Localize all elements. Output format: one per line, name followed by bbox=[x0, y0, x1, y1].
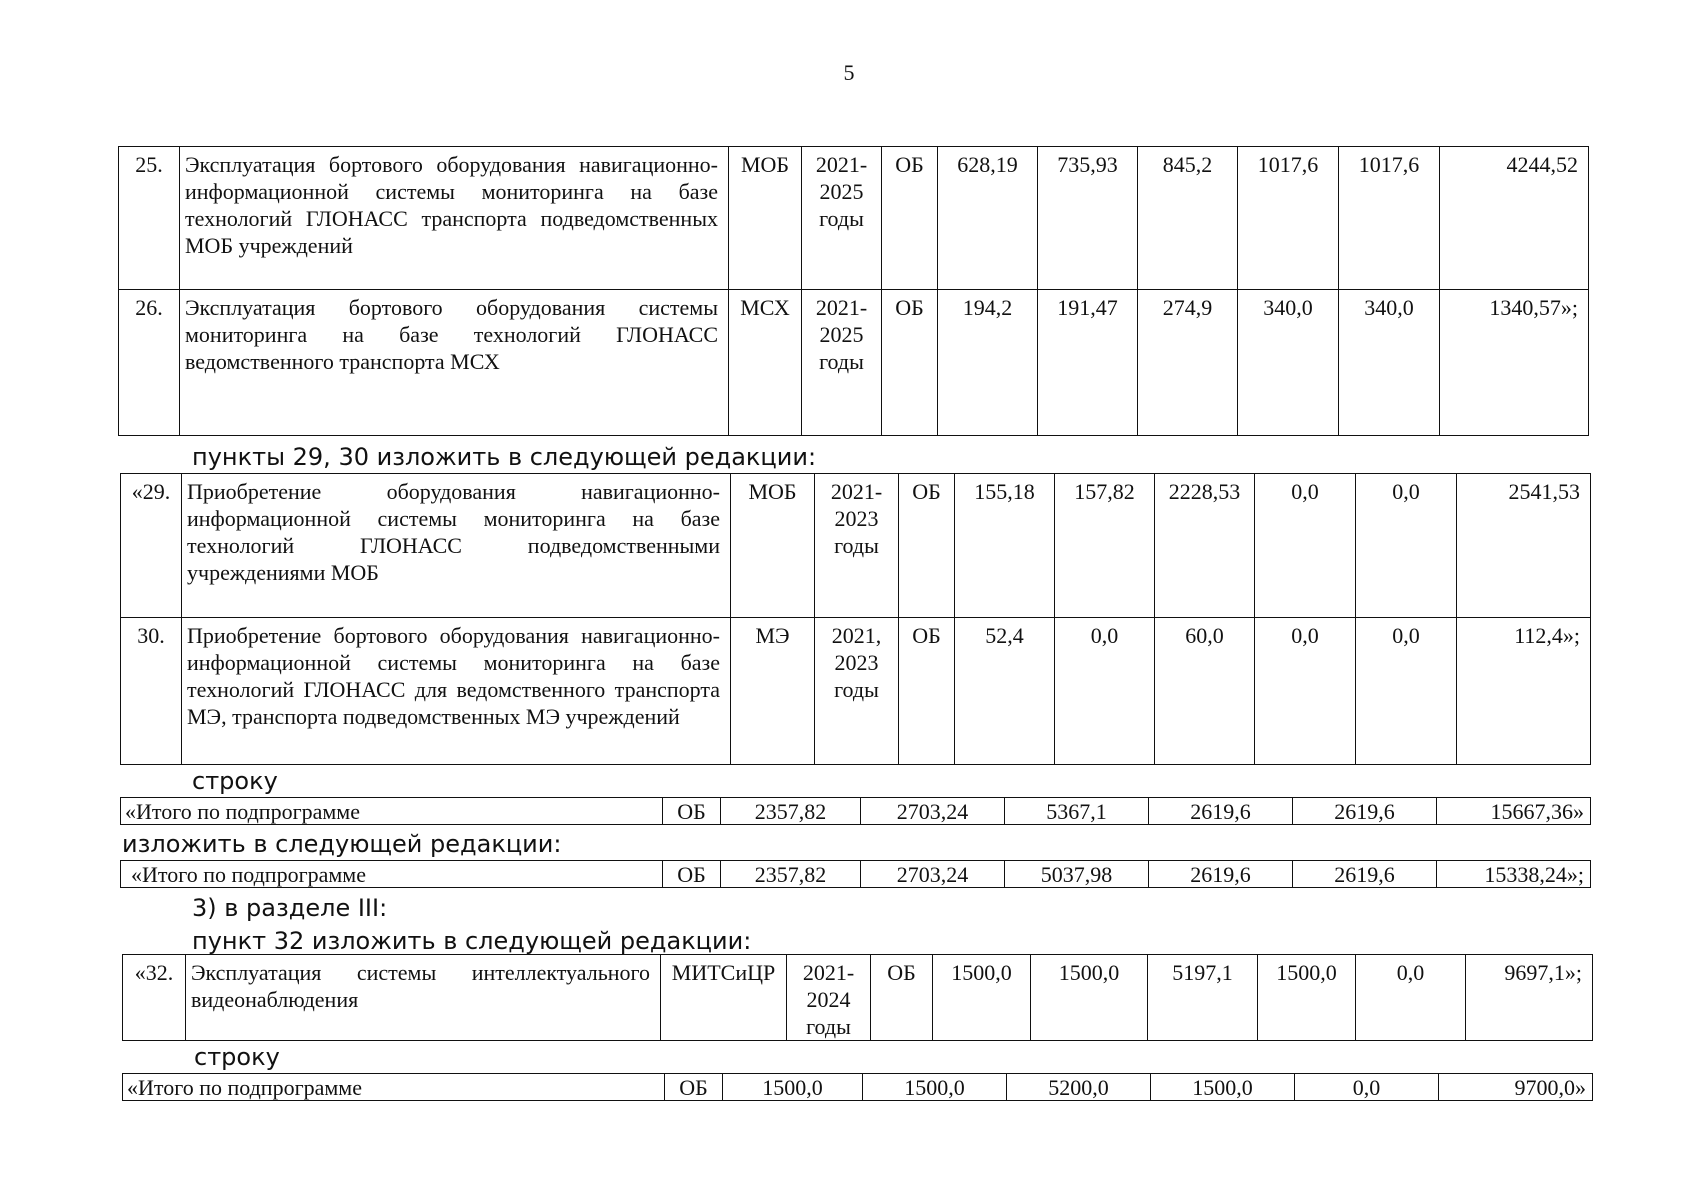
amount-year-5: 340,0 bbox=[1339, 290, 1440, 436]
funding-source: ОБ bbox=[871, 955, 933, 1041]
amount-year-2: 191,47 bbox=[1038, 290, 1138, 436]
period: 2021- 2024 годы bbox=[787, 955, 871, 1041]
amount-total: 112,4»; bbox=[1457, 618, 1591, 765]
instruction-text: пункты 29, 30 изложить в следующей редакции: bbox=[192, 443, 817, 471]
amount-year-2: 2703,24 bbox=[861, 861, 1005, 888]
funding-source: ОБ bbox=[899, 618, 955, 765]
funding-source: ОБ bbox=[882, 290, 938, 436]
table-row bbox=[121, 618, 1591, 765]
row-number: «29. bbox=[121, 474, 182, 618]
amount-year-4: 2619,6 bbox=[1149, 861, 1293, 888]
funding-source: ОБ bbox=[665, 1074, 723, 1101]
period: 2021- 2025 годы bbox=[802, 147, 882, 290]
funding-source: ОБ bbox=[663, 861, 721, 888]
amount-year-5: 2619,6 bbox=[1293, 798, 1437, 825]
amount-year-5: 2619,6 bbox=[1293, 861, 1437, 888]
amount-total: 4244,52 bbox=[1440, 147, 1589, 290]
agency-code: МОБ bbox=[729, 147, 802, 290]
amount-year-1: 1500,0 bbox=[723, 1074, 863, 1101]
amount-total: 15667,36» bbox=[1437, 798, 1591, 825]
agency-code: МЭ bbox=[731, 618, 815, 765]
amount-year-5: 0,0 bbox=[1356, 474, 1457, 618]
table-row bbox=[121, 798, 1591, 825]
amount-year-1: 628,19 bbox=[938, 147, 1038, 290]
amount-year-2: 157,82 bbox=[1055, 474, 1155, 618]
amount-year-2: 0,0 bbox=[1055, 618, 1155, 765]
amount-year-4: 1500,0 bbox=[1258, 955, 1356, 1041]
amount-total: 9700,0» bbox=[1439, 1074, 1593, 1101]
row-number: 26. bbox=[119, 290, 180, 436]
measure-description: Эксплуатация системы интеллектуального видеонаблюдения bbox=[186, 955, 661, 1041]
funding-source: ОБ bbox=[899, 474, 955, 618]
subtotal-row-new bbox=[120, 860, 1591, 888]
measure-description: Приобретение оборудования навигационно-информационной системы мониторинга на базе технологий ГЛОНАСС подведомственными учреждениями МОБ bbox=[182, 474, 731, 618]
amount-total: 15338,24»; bbox=[1437, 861, 1591, 888]
amount-year-3: 274,9 bbox=[1138, 290, 1238, 436]
table-row bbox=[121, 474, 1591, 618]
row-number: 25. bbox=[119, 147, 180, 290]
measures-table-32 bbox=[122, 954, 1593, 1041]
page-number: 5 bbox=[843, 60, 855, 85]
instruction-text: строку bbox=[194, 1043, 280, 1071]
table-row bbox=[123, 1074, 1593, 1101]
measures-table-25-26 bbox=[118, 146, 1589, 436]
amount-year-1: 2357,82 bbox=[721, 798, 861, 825]
row-number: «32. bbox=[123, 955, 186, 1041]
subtotal-label: «Итого по подпрограмме bbox=[121, 861, 663, 888]
measures-table-29-30 bbox=[120, 473, 1591, 765]
table-row bbox=[121, 861, 1591, 888]
amount-year-1: 2357,82 bbox=[721, 861, 861, 888]
instruction-text: строку bbox=[192, 767, 278, 795]
amount-total: 2541,53 bbox=[1457, 474, 1591, 618]
subtotal-label: «Итого по подпрограмме bbox=[121, 798, 663, 825]
amount-year-2: 1500,0 bbox=[1031, 955, 1148, 1041]
amount-year-4: 2619,6 bbox=[1149, 798, 1293, 825]
agency-code: МОБ bbox=[731, 474, 815, 618]
amount-year-3: 845,2 bbox=[1138, 147, 1238, 290]
amount-year-1: 155,18 bbox=[955, 474, 1055, 618]
row-number: 30. bbox=[121, 618, 182, 765]
funding-source: ОБ bbox=[882, 147, 938, 290]
amount-year-5: 0,0 bbox=[1356, 618, 1457, 765]
amount-total: 1340,57»; bbox=[1440, 290, 1589, 436]
amount-year-3: 5197,1 bbox=[1148, 955, 1258, 1041]
measure-description: Эксплуатация бортового оборудования навигационно-информационной системы мониторинга на базе технологий ГЛОНАСС транспорта подведомственных МОБ учреждений bbox=[180, 147, 729, 290]
amount-year-4: 0,0 bbox=[1255, 618, 1356, 765]
period: 2021- 2025 годы bbox=[802, 290, 882, 436]
amount-year-3: 2228,53 bbox=[1155, 474, 1255, 618]
amount-year-1: 194,2 bbox=[938, 290, 1038, 436]
amount-year-2: 1500,0 bbox=[863, 1074, 1007, 1101]
agency-code: МИТСиЦР bbox=[661, 955, 787, 1041]
amount-year-4: 1500,0 bbox=[1151, 1074, 1295, 1101]
period: 2021, 2023 годы bbox=[815, 618, 899, 765]
section-heading: 3) в разделе III: bbox=[192, 894, 388, 922]
amount-year-4: 340,0 bbox=[1238, 290, 1339, 436]
subtotal-row-old bbox=[120, 797, 1591, 825]
amount-year-5: 0,0 bbox=[1356, 955, 1466, 1041]
funding-source: ОБ bbox=[663, 798, 721, 825]
amount-year-2: 2703,24 bbox=[861, 798, 1005, 825]
subtotal-row-old-2 bbox=[122, 1073, 1593, 1101]
amount-year-3: 5200,0 bbox=[1007, 1074, 1151, 1101]
amount-year-1: 52,4 bbox=[955, 618, 1055, 765]
amount-year-5: 1017,6 bbox=[1339, 147, 1440, 290]
table-row bbox=[119, 147, 1589, 290]
amount-year-2: 735,93 bbox=[1038, 147, 1138, 290]
amount-total: 9697,1»; bbox=[1466, 955, 1593, 1041]
amount-year-5: 0,0 bbox=[1295, 1074, 1439, 1101]
table-row bbox=[123, 955, 1593, 1041]
agency-code: МСХ bbox=[729, 290, 802, 436]
amount-year-3: 5037,98 bbox=[1005, 861, 1149, 888]
amount-year-1: 1500,0 bbox=[933, 955, 1031, 1041]
measure-description: Эксплуатация бортового оборудования системы мониторинга на базе технологий ГЛОНАСС ведомственного транспорта МСХ bbox=[180, 290, 729, 436]
instruction-text: пункт 32 изложить в следующей редакции: bbox=[192, 927, 752, 955]
instruction-text: изложить в следующей редакции: bbox=[122, 830, 562, 858]
table-row bbox=[119, 290, 1589, 436]
amount-year-3: 60,0 bbox=[1155, 618, 1255, 765]
amount-year-3: 5367,1 bbox=[1005, 798, 1149, 825]
subtotal-label: «Итого по подпрограмме bbox=[123, 1074, 665, 1101]
amount-year-4: 0,0 bbox=[1255, 474, 1356, 618]
amount-year-4: 1017,6 bbox=[1238, 147, 1339, 290]
period: 2021- 2023 годы bbox=[815, 474, 899, 618]
measure-description: Приобретение бортового оборудования навигационно-информационной системы мониторинга на базе технологий ГЛОНАСС для ведомственного транспорта МЭ, транспорта подведомственных МЭ учреждений bbox=[182, 618, 731, 765]
